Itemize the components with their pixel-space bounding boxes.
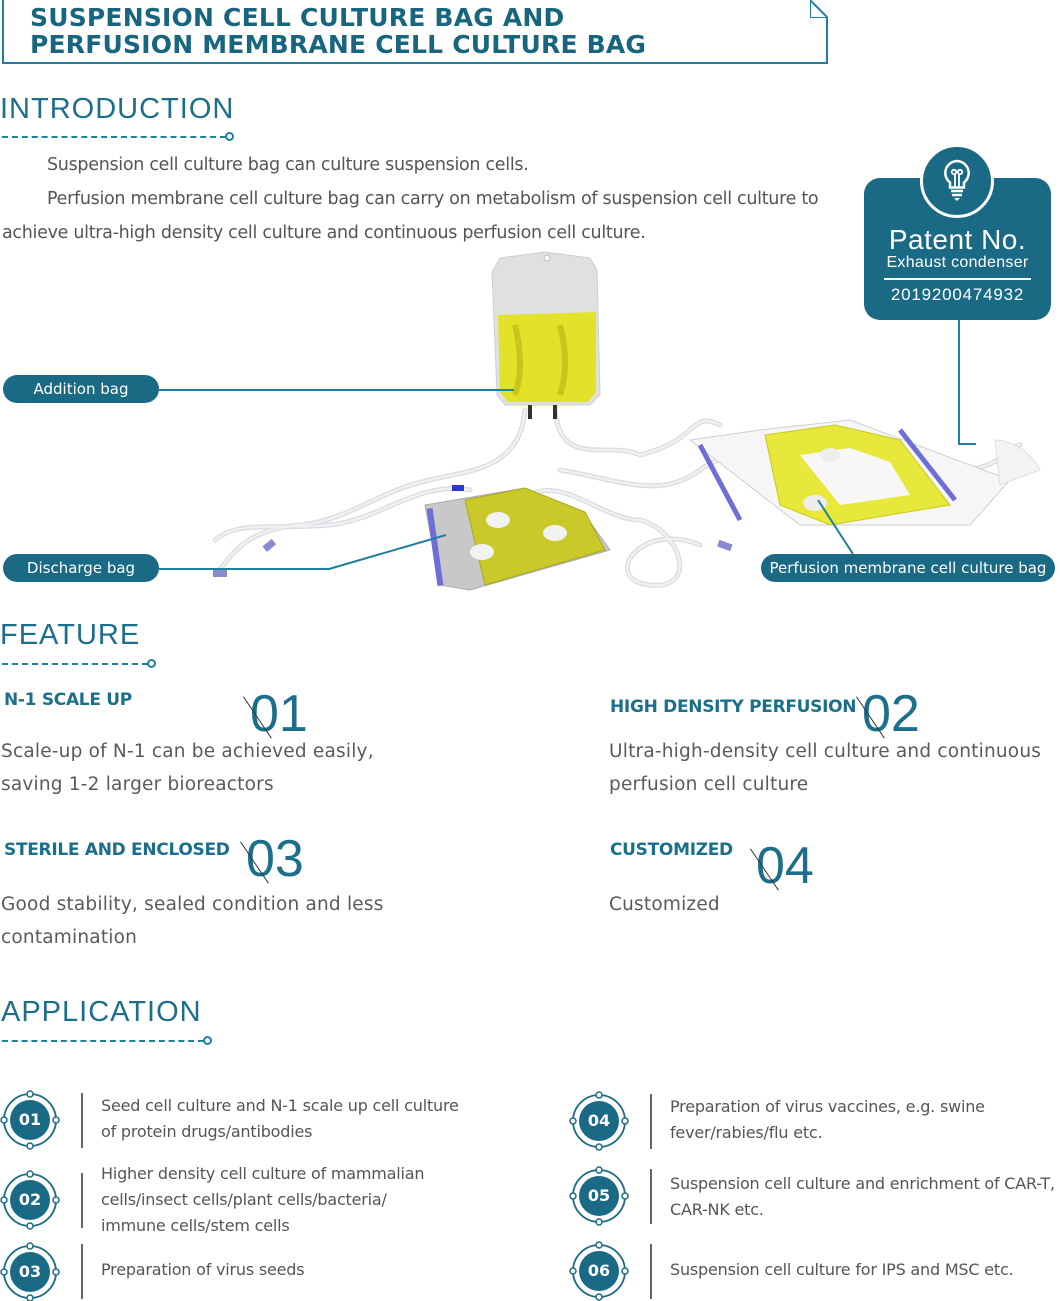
text-line: fever/rabies/flu etc. — [670, 1123, 823, 1142]
vertical-divider — [81, 1244, 83, 1299]
badge-number: 01 — [18, 1110, 42, 1129]
intro-paragraph-2-line-2: achieve ultra-high density cell culture and continuous perfusion cell culture. — [2, 223, 646, 243]
feature-desc-1-line-1: Scale-up of N-1 can be achieved easily, — [1, 741, 374, 762]
badge-number: 04 — [587, 1111, 611, 1130]
application-text-6 — [670, 1257, 1013, 1283]
addition-bag-image — [492, 252, 600, 419]
feature-desc-2-line-1: Ultra-high-density cell culture and continuous — [609, 741, 1042, 762]
application-text-5 — [670, 1171, 1055, 1223]
application-item-6 — [569, 1241, 629, 1301]
title-line-1: SUSPENSION CELL CULTURE BAG AND — [30, 3, 565, 32]
callout-perfusion-bag-line — [816, 498, 856, 556]
vertical-divider — [650, 1169, 652, 1224]
text-line: Seed cell culture and N-1 scale up cell culture — [101, 1096, 459, 1115]
callout-discharge-bag: Discharge bag — [3, 554, 159, 582]
callout-addition-bag-line — [158, 389, 514, 391]
title-line-2: PERFUSION MEMBRANE CELL CULTURE BAG — [30, 30, 647, 59]
text-line: Higher density cell culture of mammalian — [101, 1164, 425, 1183]
divider-end-dot — [147, 659, 156, 668]
application-text-2 — [101, 1161, 424, 1239]
introduction-heading: INTRODUCTION — [0, 93, 235, 125]
text-line: Suspension cell culture for IPS and MSC etc. — [670, 1260, 1014, 1279]
application-item-5 — [569, 1166, 629, 1231]
patent-subtitle: Exhaust condenser — [886, 254, 1029, 271]
divider-end-dot — [225, 132, 234, 141]
application-item-1 — [0, 1090, 60, 1155]
vertical-divider — [650, 1094, 652, 1149]
application-item-3 — [0, 1242, 60, 1301]
text-line: Suspension cell culture and enrichment of CAR-T, — [670, 1174, 1055, 1193]
intro-paragraph-1: Suspension cell culture bag can culture suspension cells. — [47, 155, 529, 175]
patent-icon-circle — [920, 144, 994, 218]
callout-perfusion-bag: Perfusion membrane cell culture bag — [761, 554, 1055, 582]
application-text-1 — [101, 1093, 459, 1145]
application-text-4 — [670, 1094, 985, 1146]
feature-title-4: CUSTOMIZED — [610, 840, 733, 860]
text-line: Preparation of virus vaccines, e.g. swine — [670, 1097, 985, 1116]
application-text-3 — [101, 1257, 304, 1283]
feature-heading: FEATURE — [0, 619, 141, 651]
heading-divider — [2, 663, 148, 669]
callout-discharge-bag-line-diag — [328, 533, 448, 571]
feature-number-2: 02 — [862, 685, 920, 743]
vertical-divider — [81, 1093, 83, 1148]
application-heading: APPLICATION — [1, 996, 202, 1028]
text-line: Preparation of virus seeds — [101, 1260, 305, 1279]
vertical-divider — [81, 1173, 83, 1228]
badge-number: 06 — [587, 1261, 611, 1280]
patent-number: 2019200474932 — [890, 285, 1025, 304]
feature-number-4: 04 — [756, 837, 814, 895]
page-fold-icon — [810, 0, 828, 18]
feature-desc-3-line-1: Good stability, sealed condition and less — [1, 894, 384, 915]
feature-desc-4: Customized — [609, 894, 720, 915]
text-line: CAR-NK etc. — [670, 1200, 764, 1219]
vertical-divider — [650, 1244, 652, 1299]
page-title — [30, 4, 646, 58]
feature-number-1: 01 — [250, 685, 308, 743]
feature-desc-1-line-2: saving 1-2 larger bioreactors — [1, 774, 274, 795]
feature-desc-2-line-2: perfusion cell culture — [609, 774, 809, 795]
badge-number: 03 — [18, 1262, 42, 1281]
discharge-bag-image — [425, 488, 610, 590]
heading-divider — [2, 1040, 204, 1046]
text-line: cells/insect cells/plant cells/bacteria/ — [101, 1190, 387, 1209]
badge-number: 02 — [18, 1190, 42, 1209]
title-banner — [2, 0, 828, 64]
feature-title-1: N-1 SCALE UP — [4, 690, 132, 710]
heading-divider — [2, 136, 226, 142]
feature-title-3: STERILE AND ENCLOSED — [4, 840, 230, 860]
badge-number: 05 — [587, 1186, 611, 1205]
lightbulb-icon — [923, 147, 991, 215]
callout-discharge-bag-line — [158, 568, 330, 570]
application-item-2 — [0, 1170, 60, 1235]
divider-end-dot — [203, 1036, 212, 1045]
product-illustration — [160, 245, 1060, 595]
text-line: of protein drugs/antibodies — [101, 1122, 313, 1141]
perfusion-bag-image — [690, 420, 1040, 525]
callout-addition-bag: Addition bag — [3, 375, 159, 403]
feature-number-3: 03 — [246, 830, 304, 888]
application-item-4 — [569, 1091, 629, 1156]
feature-title-2: HIGH DENSITY PERFUSION — [610, 697, 857, 717]
intro-paragraph-2-line-1: Perfusion membrane cell culture bag can carry on metabolism of suspension cell culture to — [47, 189, 819, 209]
text-line: immune cells/stem cells — [101, 1216, 290, 1235]
patent-title: Patent No. — [888, 224, 1027, 255]
feature-desc-3-line-2: contamination — [1, 927, 138, 948]
